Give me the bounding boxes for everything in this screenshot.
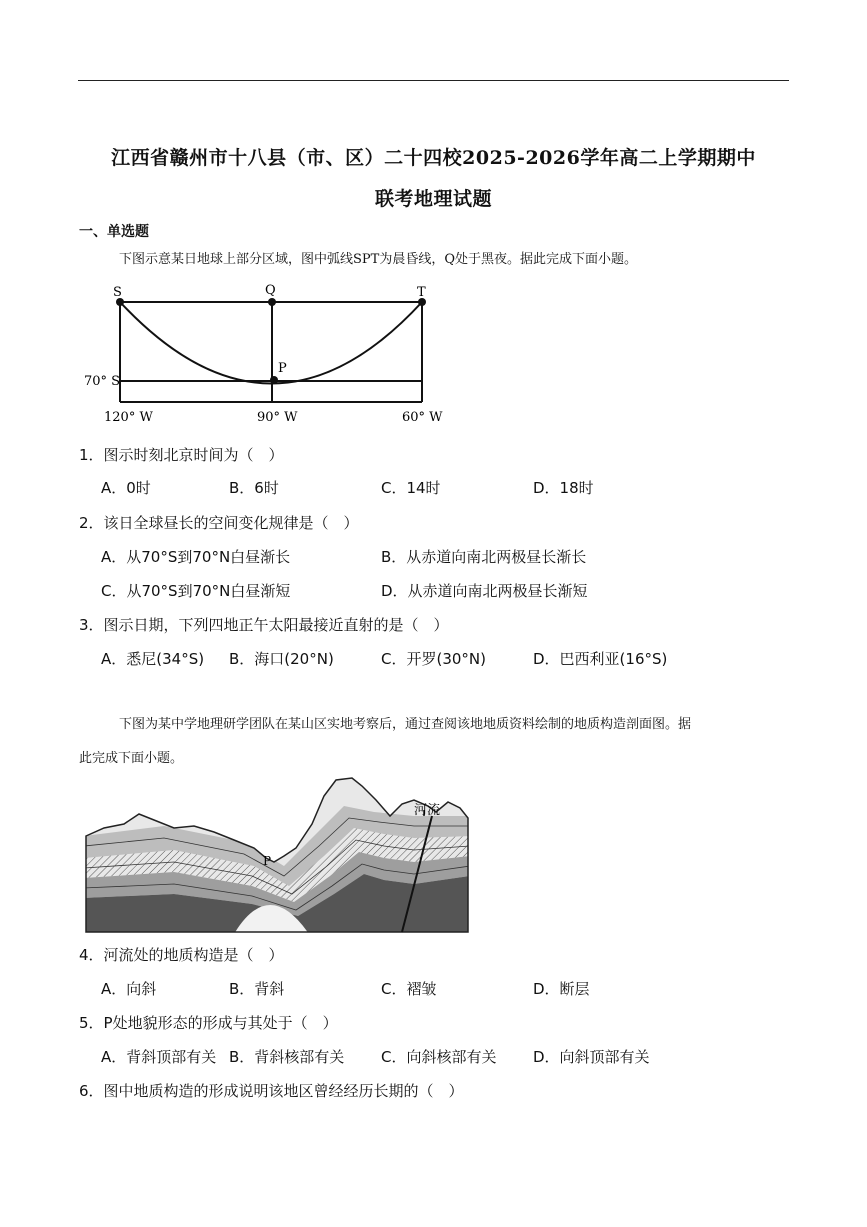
section-label: 一、单选题 [79, 224, 149, 240]
question-2: 2．该日全球昼长的空间变化规律是（ ） [79, 514, 359, 532]
top-rule [78, 80, 789, 81]
intro-text-1: 下图示意某日地球上部分区域，图中弧线SPT为晨昏线，Q处于黑夜。据此完成下面小题。 [119, 252, 637, 267]
terminator-diagram [80, 280, 460, 430]
intro-text-2-cont: 此完成下面小题。 [79, 751, 184, 766]
label-s: S [113, 285, 122, 300]
q2-option-a[interactable]: A．从70°S到70°N白昼渐长 [101, 548, 291, 566]
q5-option-b[interactable]: B．背斜核部有关 [229, 1048, 345, 1066]
q1-option-b[interactable]: B．6时 [229, 479, 279, 497]
label-p2: P [263, 854, 272, 868]
label-lon-mid: 90° W [257, 410, 298, 425]
page-title-line2: 联考地理试题 [374, 188, 492, 210]
q2-option-b[interactable]: B．从赤道向南北两极昼长渐长 [381, 548, 587, 566]
point-p [270, 376, 278, 384]
question-6: 6．图中地质构造的形成说明该地区曾经经历长期的（ ） [79, 1082, 464, 1100]
q4-option-b[interactable]: B．背斜 [229, 980, 285, 998]
geologic-section-diagram [84, 776, 470, 934]
label-p: P [278, 361, 287, 376]
label-lat: 70° S [84, 374, 121, 389]
label-lon-right: 60° W [402, 410, 443, 425]
page-title: 江西省赣州市十八县（市、区）二十四校2025-2026学年高二上学期期中 [111, 147, 756, 169]
q2-option-d[interactable]: D．从赤道向南北两极昼长渐短 [381, 582, 588, 600]
label-q: Q [265, 283, 276, 298]
q4-option-c[interactable]: C．褶皱 [381, 980, 437, 998]
question-1: 1．图示时刻北京时间为（ ） [79, 446, 284, 464]
question-3: 3．图示日期，下列四地正午太阳最接近直射的是（ ） [79, 616, 449, 634]
question-4: 4．河流处的地质构造是（ ） [79, 946, 284, 964]
q2-option-c[interactable]: C．从70°S到70°N白昼渐短 [101, 582, 291, 600]
q4-option-d[interactable]: D．断层 [533, 980, 590, 998]
q5-option-d[interactable]: D．向斜顶部有关 [533, 1048, 650, 1066]
intro-text-2: 下图为某中学地理研学团队在某山区实地考察后，通过查阅该地地质资料绘制的地质构造剖面图。据 [119, 717, 692, 732]
q3-option-b[interactable]: B．海口(20°N) [229, 650, 334, 668]
q5-option-c[interactable]: C．向斜核部有关 [381, 1048, 497, 1066]
q1-option-d[interactable]: D．18时 [533, 479, 594, 497]
label-river: 河流 [414, 803, 441, 818]
q4-option-a[interactable]: A．向斜 [101, 980, 157, 998]
q3-option-a[interactable]: A．悉尼(34°S) [101, 650, 205, 668]
label-lon-left: 120° W [104, 410, 153, 425]
question-5: 5．P处地貌形态的形成与其处于（ ） [79, 1014, 338, 1032]
q3-option-c[interactable]: C．开罗(30°N) [381, 650, 486, 668]
q5-option-a[interactable]: A．背斜顶部有关 [101, 1048, 217, 1066]
q1-option-a[interactable]: A．0时 [101, 479, 151, 497]
q1-option-c[interactable]: C．14时 [381, 479, 441, 497]
label-t: T [417, 285, 426, 300]
q3-option-d[interactable]: D．巴西利亚(16°S) [533, 650, 668, 668]
point-q [268, 298, 276, 306]
